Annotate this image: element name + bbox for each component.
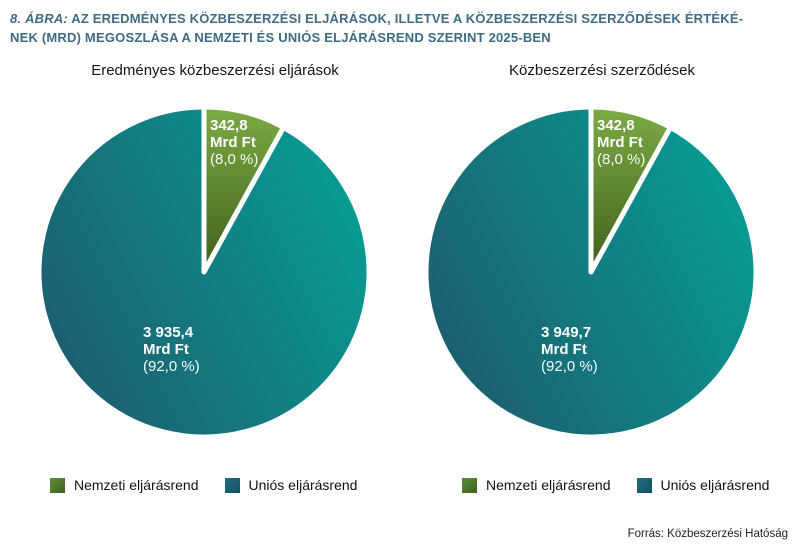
- figure-number: 8. ÁBRA:: [10, 11, 68, 26]
- slice-unit: Mrd Ft: [541, 341, 587, 358]
- legend-item-unios: [225, 477, 358, 493]
- slice-percent: (8,0 %): [597, 151, 646, 168]
- slice-percent: (92,0 %): [143, 358, 200, 375]
- slice-percent: (92,0 %): [541, 358, 598, 375]
- chart-szerzodesek: [411, 60, 771, 460]
- slice-value: 342,8: [597, 117, 635, 134]
- slice-unit: Mrd Ft: [143, 341, 189, 358]
- slice-label-unios: [541, 324, 598, 375]
- figure-title-line1: 8. ÁBRA: AZ EREDMÉNYES KÖZBESZERZÉSI ELJÁRÁSOK, ILLETVE A KÖZBESZERZÉSI SZERZŐDÉSEK ÉRTÉKÉ-: [10, 11, 744, 26]
- pie-chart-szerzodesek: [411, 92, 771, 452]
- pie-chart-eljarasok: [24, 92, 384, 452]
- legend-swatch-teal-icon: [225, 478, 240, 493]
- source-credit: Forrás: Közbeszerzési Hatóság: [627, 528, 788, 540]
- legend-label: Uniós eljárásrend: [660, 477, 770, 493]
- legend-label: Nemzeti eljárásrend: [486, 477, 611, 493]
- slice-unit: Mrd Ft: [597, 134, 643, 151]
- slice-percent: (8,0 %): [210, 151, 259, 168]
- legend-item-nemzeti: [462, 477, 611, 493]
- slice-value: 342,8: [210, 117, 248, 134]
- legend-swatch-teal-icon: [637, 478, 652, 493]
- pie-slice-unios: [39, 107, 369, 437]
- slice-value: 3 935,4: [143, 324, 194, 341]
- legend-label: Uniós eljárásrend: [248, 477, 358, 493]
- figure-title: [10, 9, 796, 47]
- pie-slice-unios: [426, 107, 756, 437]
- legend-swatch-green-icon: [462, 478, 477, 493]
- slice-value: 3 949,7: [541, 324, 592, 341]
- chart-title: Eredményes közbeszerzési eljárások: [91, 62, 339, 79]
- chart-title: Közbeszerzési szerződések: [509, 62, 695, 79]
- slice-label-nemzeti: [210, 117, 258, 168]
- legend-left: [50, 476, 357, 494]
- legend-label: Nemzeti eljárásrend: [74, 477, 199, 493]
- chart-eredmenyes-eljarasok: [24, 60, 384, 460]
- slice-unit: Mrd Ft: [210, 134, 256, 151]
- slice-label-unios: [143, 324, 200, 375]
- figure-title-line2: NEK (MRD) MEGOSZLÁSA A NEMZETI ÉS UNIÓS ELJÁRÁSREND SZERINT 2025-BEN: [10, 30, 551, 45]
- slice-label-nemzeti: [597, 117, 645, 168]
- legend-right: [462, 476, 769, 494]
- legend-item-unios: [637, 477, 770, 493]
- legend-swatch-green-icon: [50, 478, 65, 493]
- legend-item-nemzeti: [50, 477, 199, 493]
